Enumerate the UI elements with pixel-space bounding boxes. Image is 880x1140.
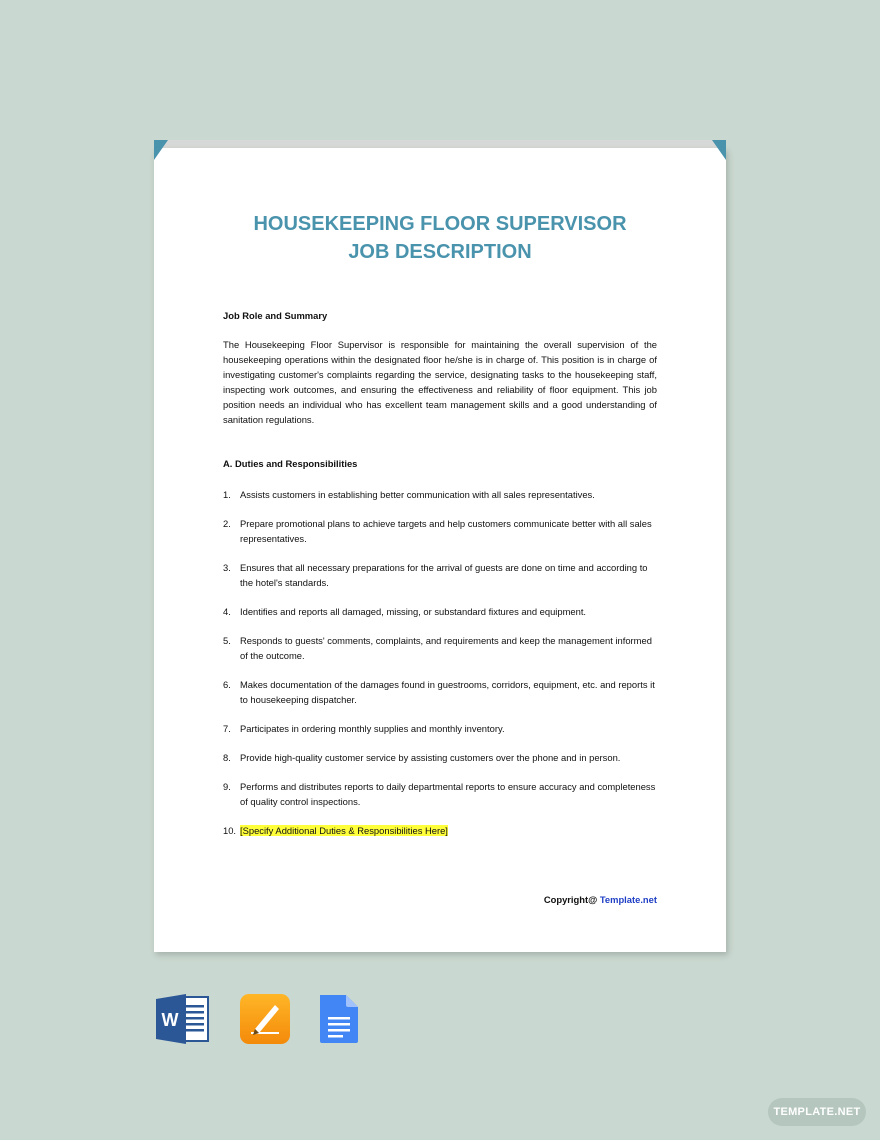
list-number: 8.	[223, 752, 231, 763]
document-content	[223, 308, 657, 852]
page-corner-left	[154, 140, 168, 160]
title-line-1: HOUSEKEEPING FLOOR SUPERVISOR	[253, 213, 627, 235]
summary-paragraph: The Housekeeping Floor Supervisor is responsible for maintaining the overall supervision of the housekeeping operations within the designated floor he/she is in charge of. This position is in charge of investigating customer's complaints regarding the service, designating tasks to the housekeeping staff, inspecting work outcomes, and ensuring the effectiveness and reliability of floor equipment. This job position needs an individual who has excellent team management skills and a good understanding of sanitation regulations.	[223, 339, 657, 425]
list-text: Participates in ordering monthly supplies and monthly inventory.	[240, 723, 505, 734]
word-icon[interactable]	[156, 993, 210, 1050]
copyright-prefix: Copyright@	[543, 894, 600, 905]
list-item	[223, 487, 657, 502]
section-heading-duties: A. Duties and Responsibilities	[223, 458, 358, 469]
list-text: Assists customers in establishing better communication with all sales representatives.	[240, 489, 595, 500]
list-number: 3.	[223, 562, 231, 573]
copyright-line	[544, 894, 657, 905]
list-number: 2.	[223, 518, 231, 529]
placeholder-highlight: [Specify Additional Duties & Responsibilities Here]	[240, 825, 448, 836]
svg-text:W: W	[161, 1010, 179, 1030]
list-item	[223, 560, 657, 590]
list-number: 6.	[223, 679, 231, 690]
list-number: 1.	[223, 489, 231, 500]
list-text: Provide high-quality customer service by assisting customers over the phone and in person.	[240, 752, 621, 763]
list-number: 5.	[223, 635, 231, 646]
list-text: Makes documentation of the damages found in guestrooms, corridors, equipment, etc. and reports it to housekeeping dispatcher.	[240, 679, 655, 705]
list-item	[223, 779, 657, 809]
list-number: 7.	[223, 723, 231, 734]
list-item	[223, 823, 657, 838]
section-heading-job-role: Job Role and Summary	[223, 310, 328, 321]
list-item	[223, 750, 657, 765]
document-page-wrapper	[154, 140, 726, 952]
list-text: Identifies and reports all damaged, missing, or substandard fixtures and equipment.	[240, 606, 587, 617]
page-corner-right	[712, 140, 726, 160]
list-text: Ensures that all necessary preparations for the arrival of guests are done on time and according to the hotel's standards.	[240, 562, 648, 588]
list-number: 4.	[223, 606, 231, 617]
list-item	[223, 516, 657, 546]
google-docs-icon[interactable]	[318, 993, 360, 1050]
list-item	[223, 721, 657, 736]
list-text: Responds to guests' comments, complaints, and requirements and keep the management informed of the outcome.	[240, 635, 652, 661]
document-page	[154, 148, 726, 952]
template-net-badge[interactable]: TEMPLATE.NET	[768, 1098, 866, 1126]
list-number: 9.	[223, 781, 231, 792]
list-item	[223, 604, 657, 619]
list-text: Performs and distributes reports to daily departmental reports to ensure accuracy and completeness of quality control inspections.	[240, 781, 656, 807]
list-item	[223, 677, 657, 707]
pages-icon[interactable]	[239, 993, 291, 1050]
document-title	[154, 210, 726, 266]
list-text: Prepare promotional plans to achieve targets and help customers communicate better with all sales representatives.	[240, 518, 652, 544]
copyright-link[interactable]: Template.net	[599, 894, 657, 905]
title-line-2: JOB DESCRIPTION	[348, 241, 532, 263]
list-item	[223, 633, 657, 663]
list-number: 10.	[223, 825, 237, 836]
duties-list	[223, 487, 657, 838]
